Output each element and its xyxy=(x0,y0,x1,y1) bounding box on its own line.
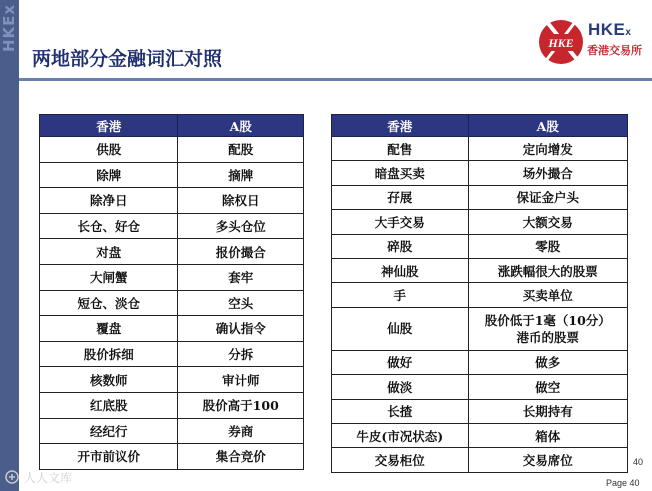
term-a: 做多 xyxy=(468,350,627,374)
table-header-row xyxy=(332,115,628,137)
term-hk: 长揸 xyxy=(332,399,469,423)
left-sidebar-band xyxy=(0,0,19,491)
term-hk: 开市前议价 xyxy=(40,444,178,470)
logo-brand-main: HKE xyxy=(588,20,626,39)
term-a: 做空 xyxy=(468,375,627,399)
glossary-table-left xyxy=(39,114,304,470)
term-a: 配股 xyxy=(178,137,304,163)
term-hk: 做淡 xyxy=(332,375,469,399)
term-a: 零股 xyxy=(468,234,627,258)
term-a: 券商 xyxy=(178,418,304,444)
term-a: 箱体 xyxy=(468,423,627,447)
term-hk: 碎股 xyxy=(332,234,469,258)
term-hk: 红底股 xyxy=(40,392,178,418)
term-a: 交易席位 xyxy=(468,448,627,472)
term-hk: 手 xyxy=(332,283,469,307)
table-row xyxy=(40,213,304,239)
term-a: 涨跌幅很大的股票 xyxy=(468,258,627,282)
table-row xyxy=(40,418,304,444)
term-hk: 配售 xyxy=(332,137,469,161)
watermark-logo xyxy=(4,466,99,488)
table-row xyxy=(40,341,304,367)
watermark-text: 人人文库 xyxy=(24,471,73,485)
table-row xyxy=(40,316,304,342)
term-hk: 核数师 xyxy=(40,367,178,393)
table-row xyxy=(40,239,304,265)
table-row xyxy=(332,210,628,234)
term-hk: 供股 xyxy=(40,137,178,163)
term-a: 除权日 xyxy=(178,188,304,214)
term-hk: 除牌 xyxy=(40,162,178,188)
table-row xyxy=(332,283,628,307)
glossary-table-right xyxy=(331,114,628,473)
table-header-row xyxy=(40,115,304,137)
table-row xyxy=(40,392,304,418)
table-row xyxy=(332,350,628,374)
term-a: 集合竞价 xyxy=(178,444,304,470)
term-a: 分拆 xyxy=(178,341,304,367)
term-a: 长期持有 xyxy=(468,399,627,423)
column-header-hongkong: 香港 xyxy=(332,115,469,137)
table-row xyxy=(332,161,628,185)
term-a: 摘牌 xyxy=(178,162,304,188)
logo-chinese-name: 香港交易所 xyxy=(587,44,642,57)
table-row xyxy=(332,375,628,399)
term-a: 套牢 xyxy=(178,264,304,290)
term-hk: 做好 xyxy=(332,350,469,374)
table-row xyxy=(332,234,628,258)
term-hk: 暗盘买卖 xyxy=(332,161,469,185)
slide-number: 40 xyxy=(633,457,644,467)
column-header-ashare: A股 xyxy=(178,115,304,137)
table-row xyxy=(332,258,628,282)
table-row xyxy=(332,185,628,209)
term-a: 确认指令 xyxy=(178,316,304,342)
term-hk: 神仙股 xyxy=(332,258,469,282)
table-row xyxy=(40,162,304,188)
table-row xyxy=(332,137,628,161)
page-title: 两地部分金融词汇对照 xyxy=(32,48,223,70)
term-hk: 覆盘 xyxy=(40,316,178,342)
term-a: 保证金户头 xyxy=(468,185,627,209)
term-a: 买卖单位 xyxy=(468,283,627,307)
sidebar-vertical-text: HKEx xyxy=(0,4,18,53)
table-row xyxy=(40,137,304,163)
term-hk: 牛皮(市况状态) xyxy=(332,423,469,447)
term-a: 场外撮合 xyxy=(468,161,627,185)
logo-mark-text: HKE xyxy=(548,36,574,50)
term-hk: 短仓、淡仓 xyxy=(40,290,178,316)
term-a: 大额交易 xyxy=(468,210,627,234)
column-header-hongkong: 香港 xyxy=(40,115,178,137)
term-a: 多头仓位 xyxy=(178,213,304,239)
table-row xyxy=(40,188,304,214)
term-a: 股价低于1毫（10分） 港币的股票 xyxy=(468,307,627,350)
term-a: 审计师 xyxy=(178,367,304,393)
table-row xyxy=(40,264,304,290)
hkex-logo xyxy=(535,14,647,72)
table-row xyxy=(40,367,304,393)
table-row xyxy=(332,448,628,472)
table-row xyxy=(332,423,628,447)
column-header-ashare: A股 xyxy=(468,115,627,137)
term-hk: 除净日 xyxy=(40,188,178,214)
term-hk: 对盘 xyxy=(40,239,178,265)
title-divider xyxy=(19,78,652,81)
term-a: 空头 xyxy=(178,290,304,316)
logo-brand-suffix: x xyxy=(625,27,632,38)
term-hk: 大手交易 xyxy=(332,210,469,234)
table-row xyxy=(40,290,304,316)
logo-brand xyxy=(588,20,631,40)
term-hk: 孖展 xyxy=(332,185,469,209)
hkex-logo-mark xyxy=(535,14,593,72)
term-a: 定向增发 xyxy=(468,137,627,161)
term-hk: 大闸蟹 xyxy=(40,264,178,290)
table-row xyxy=(332,399,628,423)
term-hk: 交易柜位 xyxy=(332,448,469,472)
table-row xyxy=(332,307,628,350)
term-hk: 仙股 xyxy=(332,307,469,350)
term-hk: 经纪行 xyxy=(40,418,178,444)
term-a: 股价高于100 xyxy=(178,392,304,418)
term-hk: 长仓、好仓 xyxy=(40,213,178,239)
page-label: Page 40 xyxy=(606,478,640,488)
term-a: 报价撮合 xyxy=(178,239,304,265)
term-hk: 股价拆细 xyxy=(40,341,178,367)
